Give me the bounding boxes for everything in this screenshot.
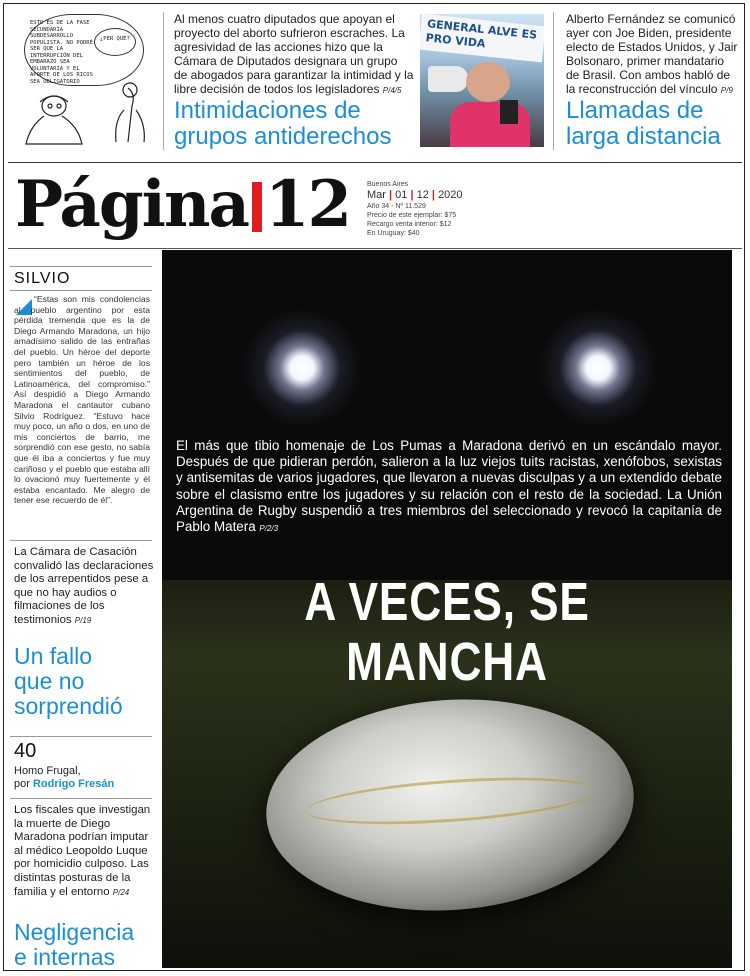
issue-number: Año 34 - Nº 11.529 — [367, 203, 426, 210]
column-rule — [10, 798, 152, 799]
teaser-fernandez-page: P/9 — [720, 86, 733, 95]
fiscales-body — [14, 804, 154, 899]
protest-banner-text: GENERAL ALVE ES PRO VIDA — [425, 17, 538, 51]
masthead-rule — [8, 248, 742, 249]
fiscales-headline[interactable] — [14, 920, 158, 970]
teaser-aborto-body — [174, 12, 414, 98]
masthead-logo[interactable] — [15, 167, 350, 242]
frugal-title: Homo Frugal, — [14, 765, 81, 777]
column-divider — [553, 12, 554, 150]
main-story-photo — [162, 250, 732, 968]
protest-phone — [500, 100, 518, 124]
date-sep: | — [431, 189, 435, 201]
main-headline[interactable]: A VECES, SE MANCHA — [304, 572, 590, 692]
masthead-info — [367, 180, 463, 238]
protest-banner — [420, 14, 544, 62]
teaser-aborto-headline[interactable] — [174, 98, 391, 150]
stadium-light-right — [538, 308, 658, 428]
surcharge: Recargo venta interior: $12 — [367, 221, 452, 228]
frugal-author: Rodrigo Fresán — [32, 778, 115, 790]
fallo-headline[interactable] — [14, 644, 158, 719]
ball-stripe — [305, 770, 597, 832]
protest-photo — [420, 14, 544, 147]
fiscales-headline-line2: e internas — [14, 944, 116, 970]
fiscales-headline-line1: Negligencia — [14, 919, 135, 945]
fallo-headline-line1: Un fallo — [14, 643, 92, 669]
teaser-fernandez-headline[interactable] — [566, 98, 721, 150]
main-story-body — [176, 438, 722, 537]
fallo-headline-line2: que no — [14, 668, 85, 694]
logo-red-bar — [252, 182, 262, 232]
fallo-text: La Cámara de Casación convalidó las declaraciones de los arrepentidos pese a que no hay audios o filmaciones de los testimonios — [14, 546, 154, 626]
silvio-quote-text: “Estas son mis condolencias al pueblo argentino por esta pérdida tremenda que es la de Diego Armando Maradona, un hijo amadísimo salido de las entrañas del pueblo. Un héroe del deporte pero también un héroe de los sentimientos del pueblo, de Latinoamérica, del compromiso.” Así despidió a Diego Armando Maradona el cantautor cubano Silvio Rodríguez. “Estuvo hace muy poco, un año o dos, en uno de mis conciertos de barrio, me sorprendió con ese gesto, no sabía que él iba a conciertos y fue muy cariñoso y el pueblo que estaba allí lo ovacionó muy fuertemente y él estaba encantado. Me alegro de tener ese recuerdo de él”. — [14, 294, 150, 506]
fiscales-text: Los fiscales que investigan la muerte de Diego Maradona podrían imputar al médico Leopoldo Luque por homicidio culposo. Las distintas posturas de la familia y el entorno — [14, 804, 151, 898]
teaser-fernandez-headline-line2: larga distancia — [566, 123, 721, 150]
teaser-aborto-headline-line1: Intimidaciones de — [174, 97, 361, 124]
teaser-aborto-page: P/4/5 — [382, 86, 402, 95]
main-story-page: P/2/3 — [259, 524, 279, 534]
column-rule — [10, 540, 152, 541]
protest-woman — [466, 62, 510, 102]
teaser-aborto-text: Al menos cuatro diputados que apoyan el proyecto del aborto sufrieron escraches. La agresividad de las acciones hizo que la Cámara de Diputados designara un grupo de abogados para garantizar la intimidad y la libre decisión de todos los legisladores — [174, 12, 414, 96]
stadium-light-left — [242, 308, 362, 428]
date-d: 01 — [395, 189, 408, 201]
fallo-page: P/19 — [74, 615, 92, 625]
column-divider — [163, 12, 164, 150]
silvio-title[interactable]: SILVIO — [14, 270, 71, 287]
logo-word: Página — [15, 167, 248, 242]
teaser-fernandez-headline-line1: Llamadas de — [566, 97, 704, 124]
date-m: 12 — [416, 189, 429, 201]
cartoon-bubble2-text: ¿PER QUÉ? — [100, 36, 130, 42]
column-rule — [10, 736, 152, 737]
homo-frugal[interactable] — [14, 765, 114, 791]
protest-megaphone — [428, 66, 468, 92]
teaser-aborto-headline-line2: grupos antiderechos — [174, 123, 392, 150]
date-sep: | — [389, 189, 393, 201]
teaser-fernandez-text: Alberto Fernández se comunicó ayer con Joe Biden, presidente electo de Estados Unidos, y Jair Bolsonaro, primer mandatario de Brasil. Con ambos habló de la reconstrucción del vínculo — [566, 12, 738, 96]
date-y: 2020 — [438, 189, 463, 201]
column-rule — [10, 266, 152, 267]
silvio-quote — [14, 294, 150, 506]
frugal-by: por — [14, 778, 30, 790]
cartoon-bubble-text: ESTO ES DE LA FASE SECUNDARIA SUBDESARROLLO POPULISTA. NO PODRÉ SER QUE LA INTERRUPCIÓN DEL EMBARAZO SEA VOLUNTARIA Y EL APORTE DE LOS RICOS SEA OBLIGATORIO — [30, 20, 93, 85]
city: Buenos Aires — [367, 181, 409, 188]
fallo-body — [14, 546, 154, 628]
column-rule — [10, 290, 152, 291]
date-sep: | — [410, 189, 414, 201]
fiscales-page: P/24 — [112, 887, 130, 897]
issue-date — [367, 189, 463, 202]
top-rule — [8, 162, 742, 163]
main-story-text: El más que tibio homenaje de Los Pumas a Maradona derivó en un escándalo mayor. Después de que pidieran perdón, salieron a la luz viejos tuits racistas, xenófobos, sexistas y antisemitas de varios jugadores, que llevaron a nuevas disculpas y a un extendido debate sobre el clasismo entre los jugadores y su relación con el resto de la sociedad. La Unión Argentina de Rugby suspendió a tres miembros del seleccionado y revocó la capitanía de Pablo Matera — [176, 438, 722, 535]
editorial-cartoon — [10, 10, 158, 150]
protest-scarf — [450, 102, 530, 147]
uruguay-price: En Uruguay: $40 — [367, 230, 420, 237]
price: Precio de este ejemplar: $75 — [367, 212, 457, 219]
date-day: Mar — [367, 189, 386, 201]
teaser-fernandez-body — [566, 12, 738, 98]
logo-number: 12 — [264, 167, 350, 242]
fallo-headline-line3: sorprendió — [14, 693, 123, 719]
supplement-number: 40 — [14, 740, 37, 762]
cartoon-drawing — [10, 10, 158, 150]
frugal-byline — [14, 778, 114, 791]
